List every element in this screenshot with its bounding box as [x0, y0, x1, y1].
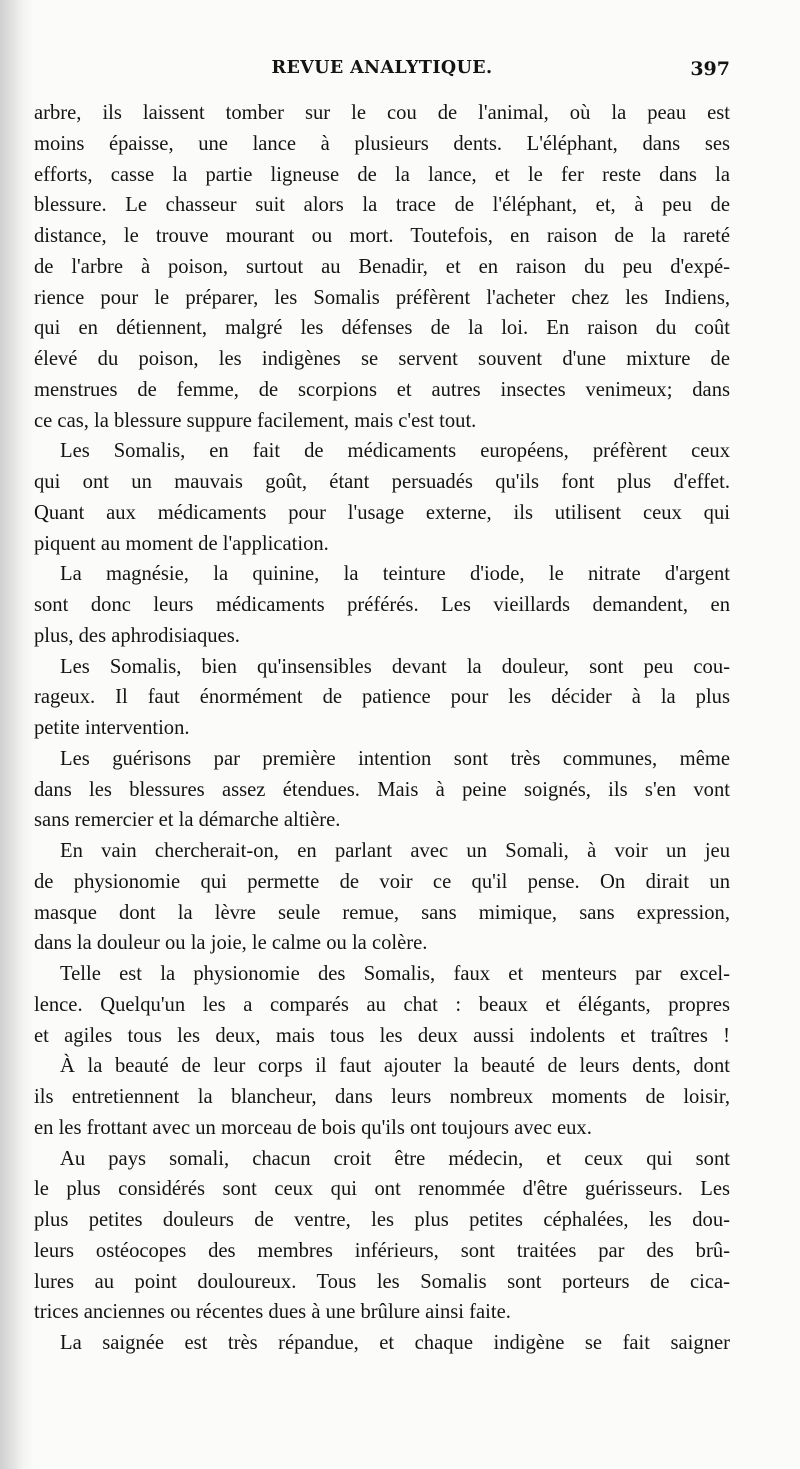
text-line: élevé du poison, les indigènes se servent souvent d'une mixture de [34, 348, 730, 370]
text-line: en les frottant avec un morceau de bois qu'ils ont toujours avec eux. [34, 1116, 592, 1139]
text-line: rageux. Il faut énormément de patience pour les décider à la plus [34, 686, 730, 709]
text-line: de l'arbre à poison, surtout au Benadir, et en raison du peu d'expé- [34, 255, 730, 278]
text-line: arbre, ils laissent tomber sur le cou de l'animal, où la peau est [34, 102, 730, 124]
text-line: dans la douleur ou la joie, le calme ou la colère. [34, 932, 428, 955]
running-head: REVUE ANALYTIQUE. [271, 58, 493, 78]
text-line: lures au point douloureux. Tous les Somalis sont porteurs de cica- [34, 1270, 730, 1293]
text-line: dans les blessures assez étendues. Mais à peine soignés, ils s'en vont [34, 778, 730, 801]
text-line: plus petites douleurs de ventre, les plus petites céphalées, les dou- [34, 1209, 730, 1231]
text-line: blessure. Le chasseur suit alors la trace de l'éléphant, et, à peu de [34, 194, 730, 217]
text-line: moins épaisse, une lance à plusieurs dents. L'éléphant, dans ses [34, 132, 730, 155]
text-line: Telle est la physionomie des Somalis, faux et menteurs par excel- [60, 963, 730, 985]
text-line: À la beauté de leur corps il faut ajouter la beauté de leurs dents, dont [60, 1055, 730, 1078]
text-line: trices anciennes ou récentes dues à une brûlure ainsi faite. [34, 1301, 511, 1324]
page-edge-shadow [0, 0, 34, 1469]
text-line: masque dont la lèvre seule remue, sans mimique, sans expression, [34, 901, 730, 924]
text-line: leurs ostéocopes des membres inférieurs, sont traitées par des brû- [34, 1239, 730, 1262]
text-line: sans remercier et la démarche altière. [34, 809, 341, 832]
text-line: menstrues de femme, de scorpions et autres insectes venimeux; dans [34, 378, 730, 401]
text-line: En vain chercherait-on, en parlant avec un Somali, à voir un jeu [60, 840, 730, 862]
text-line: le plus considérés sont ceux qui ont renommée d'être guérisseurs. Les [34, 1178, 730, 1201]
page-number: 397 [690, 58, 730, 80]
text-line: Quant aux médicaments pour l'usage externe, ils utilisent ceux qui [34, 501, 730, 524]
text-line: et agiles tous les deux, mais tous les deux aussi indolents et traîtres ! [34, 1024, 730, 1047]
text-line: sont donc leurs médicaments préférés. Les vieillards demandent, en [34, 594, 730, 616]
text-line: La magnésie, la quinine, la teinture d'iode, le nitrate d'argent [60, 563, 730, 586]
text-line: Les Somalis, bien qu'insensibles devant la douleur, sont peu cou- [60, 655, 730, 678]
text-line: distance, le trouve mourant ou mort. Toutefois, en raison de la rareté [34, 225, 730, 247]
text-line: plus, des aphrodisiaques. [34, 624, 240, 647]
text-line: La saignée est très répandue, et chaque indigène se fait saigner [60, 1332, 730, 1354]
text-line: qui ont un mauvais goût, étant persuadés qu'ils font plus d'effet. [34, 471, 730, 493]
body-text [34, 98, 730, 1359]
text-line: qui en détiennent, malgré les défenses de la loi. En raison du coût [34, 317, 730, 340]
text-line: rience pour le préparer, les Somalis préfèrent l'acheter chez les Indiens, [34, 286, 730, 309]
text-line: petite intervention. [34, 717, 190, 739]
text-line: Au pays somali, chacun croit être médecin, et ceux qui sont [60, 1147, 730, 1170]
text-line: de physionomie qui permette de voir ce qu'il pense. On dirait un [34, 870, 730, 893]
text-line: ce cas, la blessure suppure facilement, mais c'est tout. [34, 409, 477, 432]
page-header [34, 58, 730, 94]
text-line: lence. Quelqu'un les a comparés au chat : beaux et élégants, propres [34, 993, 730, 1016]
text-line: efforts, casse la partie ligneuse de la lance, et le fer reste dans la [34, 163, 730, 186]
text-line: ils entretiennent la blancheur, dans leurs nombreux moments de loisir, [34, 1086, 730, 1108]
text-line: Les Somalis, en fait de médicaments européens, préfèrent ceux [60, 440, 730, 463]
text-line: piquent au moment de l'application. [34, 532, 329, 555]
text-line: Les guérisons par première intention sont très communes, même [60, 747, 730, 770]
